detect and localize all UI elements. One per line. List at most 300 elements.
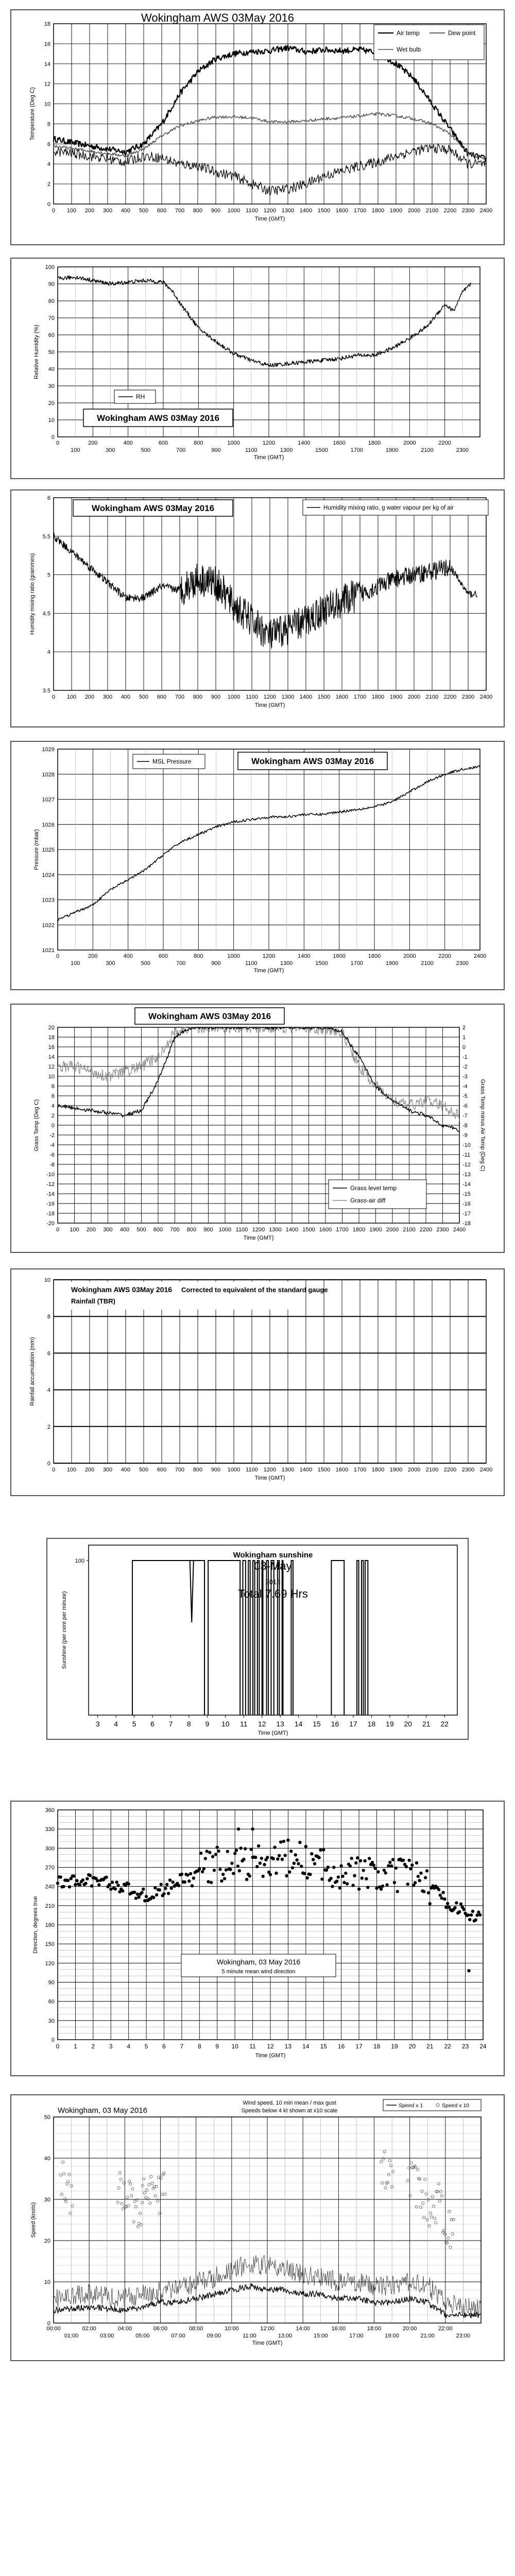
direction-point [289,1850,293,1853]
chart-title: Wokingham, 03 May 2016 [216,1958,301,1966]
y-tick-label: 5 [47,572,50,579]
y-tick-label: 210 [45,1903,55,1909]
y-tick-label: 150 [45,1941,55,1948]
legend-label: MSL Pressure [152,758,192,765]
chart-title: Wokingham AWS 03May 2016 [148,1011,271,1022]
x-tick-label: 300 [102,1467,113,1473]
direction-point [74,1883,77,1886]
x-tick-label: 700 [170,1227,180,1233]
y-right-tick-label: -17 [462,1211,471,1217]
direction-point [329,1877,332,1880]
direction-point [152,1896,155,1899]
direction-point [143,1899,146,1902]
direction-point [279,1840,282,1843]
direction-point [187,1879,191,1883]
legend-label: RH [136,393,145,400]
x-tick-label: 4 [114,1720,118,1728]
mixing-ratio-chart-panel [10,489,505,727]
direction-point [349,1865,352,1868]
x-tick-label: 200 [86,1227,96,1233]
direction-point [455,1901,458,1904]
temperature-chart [11,10,504,244]
rainfall-chart [11,1269,504,1495]
direction-point [213,1869,216,1872]
direction-point [237,1827,240,1831]
direction-point [325,1869,328,1872]
direction-point [297,1862,300,1865]
y-tick-label: 8 [47,121,50,128]
y-right-tick-label: -10 [462,1142,471,1148]
legend-label: Speed x 1 [399,2103,423,2109]
y-tick-label: 14 [44,61,50,67]
direction-point [441,1891,444,1894]
x-tick-label: 23:00 [456,2333,471,2339]
direction-point [285,1874,288,1877]
x-tick-label: 3 [95,1720,100,1728]
y-tick-label: 1026 [42,822,55,828]
grass-temp-chart-panel [10,1004,505,1253]
x-tick-label: 1200 [262,440,276,446]
direction-point [245,1878,248,1881]
x-tick-label: 6 [150,1720,154,1728]
direction-point [286,1839,289,1842]
direction-point [164,1887,167,1890]
y-tick-label: -4 [49,1142,55,1148]
direction-point [180,1873,183,1876]
x-tick-label: 1 [74,2043,77,2050]
x-tick-label: 2000 [386,1227,399,1233]
y-right-tick-label: -18 [462,1221,471,1227]
x-tick-label: 06:00 [153,2326,168,2332]
x-tick-label: 700 [176,447,186,453]
rainfall-chart-panel [10,1268,505,1496]
direction-point [207,1880,210,1883]
x-tick-label: 2100 [425,1467,439,1473]
y-tick-label: 0 [51,1123,55,1129]
legend-label: Dew point [448,29,476,37]
x-tick-label: 1700 [336,1227,349,1233]
direction-point [136,1892,139,1895]
x-tick-label: 15 [320,2043,327,2050]
direction-point [274,1872,278,1875]
direction-point [443,1897,446,1901]
x-tick-label: 19:00 [385,2333,399,2339]
x-tick-label: 200 [88,440,98,446]
x-tick-label: 18:00 [367,2326,382,2332]
x-tick-label: 900 [211,694,221,700]
direction-point [332,1866,335,1869]
direction-point [167,1892,170,1895]
x-tick-label: 2200 [419,1227,433,1233]
x-tick-label: 2000 [403,440,416,446]
x-tick-label: 12 [267,2043,274,2050]
x-tick-label: 600 [157,208,167,214]
x-tick-label: 1400 [299,208,313,214]
x-tick-label: 1500 [317,694,331,700]
x-tick-label: 1900 [369,1227,382,1233]
x-tick-label: 2300 [461,1467,475,1473]
x-tick-label: 2300 [461,694,475,700]
x-tick-label: 100 [66,208,77,214]
x-tick-label: 1100 [246,694,258,700]
y-tick-label: 6 [47,495,50,501]
x-tick-label: 1600 [333,440,346,446]
x-tick-label: 700 [175,1467,185,1473]
y-tick-label: 300 [45,1845,55,1852]
direction-point [303,1872,306,1875]
legend [133,754,205,769]
y-tick-label: 1021 [42,947,55,954]
x-tick-label: 17 [349,1720,357,1728]
x-axis-label: Time (GMT) [254,702,285,708]
y-tick-label: 12 [48,1064,55,1070]
x-tick-label: 10 [221,1720,230,1728]
x-tick-label: 10:00 [225,2326,239,2332]
direction-point [446,1902,449,1905]
y-right-tick-label: -16 [462,1201,471,1207]
y-tick-label: 6 [47,141,50,148]
x-tick-label: 2000 [407,208,421,214]
x-tick-label: 16 [331,1720,339,1728]
direction-point [407,1859,410,1862]
direction-point [192,1876,195,1879]
x-tick-label: 1300 [281,208,295,214]
y-axis-label: Rainfall accumulation (mm) [29,1337,36,1406]
x-tick-label: 1700 [353,694,367,700]
x-tick-label: 23 [461,2043,469,2050]
x-tick-label: 400 [123,953,133,959]
chart-total: Total 7.69 Hrs [238,1587,308,1600]
y-tick-label: 50 [44,2114,50,2121]
direction-point [427,1891,430,1894]
x-tick-label: 700 [176,960,186,967]
sunshine-period [282,1561,283,1715]
y-tick-label: 16 [48,1044,55,1050]
direction-point [295,1858,298,1861]
x-tick-label: 600 [157,1467,167,1473]
direction-point [62,1885,65,1888]
direction-point [90,1885,93,1888]
direction-point [257,1844,260,1848]
sunshine-chart [47,1539,468,1739]
direction-point [262,1875,265,1878]
direction-point [375,1887,378,1890]
direction-point [272,1857,275,1860]
direction-point [160,1883,163,1886]
y-tick-label: 14 [48,1054,55,1060]
chart-title: Wokingham AWS 03May 2016 [71,1285,173,1294]
x-tick-label: 1000 [227,208,241,214]
x-tick-label: 1600 [319,1227,332,1233]
x-tick-label: 900 [211,960,221,967]
x-tick-label: 800 [193,208,203,214]
direction-point [478,1913,482,1917]
y-tick-label: 20 [44,2238,50,2244]
x-tick-label: 600 [158,440,168,446]
direction-point [263,1863,266,1866]
y-tick-label: 90 [48,281,55,287]
direction-point [385,1883,388,1886]
y-tick-label: 10 [44,1277,50,1283]
x-tick-label: 04:00 [117,2326,132,2332]
y-tick-label: -12 [46,1181,55,1188]
direction-point [300,1865,303,1868]
direction-point [269,1873,272,1876]
direction-point [284,1854,287,1857]
direction-point [248,1874,251,1877]
x-tick-label: 2400 [479,694,493,700]
y-right-tick-label: -7 [462,1113,468,1119]
x-axis-label: Time (GMT) [255,2053,286,2059]
direction-point [244,1847,247,1850]
wind-direction-chart [11,1802,504,2075]
x-tick-label: 1800 [368,440,381,446]
x-tick-label: 1600 [335,1467,349,1473]
direction-point [373,1867,376,1870]
direction-point [138,1895,141,1899]
y-right-tick-label: -3 [462,1074,468,1080]
y-right-tick-label: 0 [462,1044,466,1050]
x-tick-label: 1800 [352,1227,366,1233]
x-tick-label: 1200 [252,1227,265,1233]
x-tick-label: 2300 [461,208,475,214]
legend-label: Grass level temp [350,1184,397,1192]
direction-point [406,1883,409,1886]
direction-point [242,1858,245,1861]
x-tick-label: 13:00 [278,2333,293,2339]
x-tick-label: 22:00 [438,2326,453,2332]
temperature-chart-panel [10,9,505,245]
x-tick-label: 14 [294,1720,303,1728]
x-tick-label: 1000 [227,1467,241,1473]
y-tick-label: 60 [48,332,55,338]
y-tick-label: -20 [46,1221,55,1227]
x-tick-label: 2100 [425,694,439,700]
x-tick-label: 5 [144,2043,148,2050]
x-tick-label: 1400 [299,694,313,700]
direction-point [109,1888,112,1891]
x-tick-label: 2400 [453,1227,466,1233]
y-tick-label: 30 [44,2197,50,2203]
x-tick-label: 500 [141,447,151,453]
x-tick-label: 300 [106,447,115,453]
y-right-tick-label: -15 [462,1191,471,1197]
x-tick-label: 1100 [246,1467,258,1473]
direction-point [418,1879,421,1882]
pressure-chart-panel [10,741,505,990]
direction-point [365,1877,368,1880]
x-tick-label: 1600 [335,694,349,700]
x-tick-label: 0 [56,440,60,446]
x-tick-label: 1100 [245,960,258,967]
y-tick-label: 20 [48,1025,55,1031]
x-tick-label: 20 [408,2043,416,2050]
x-tick-label: 100 [66,1467,77,1473]
y-tick-label: 0 [47,201,50,208]
x-tick-label: 7 [180,2043,184,2050]
chart-label: Rainfall (TBR) [71,1297,115,1305]
chart-title: Wokingham AWS 03May 2016 [96,413,220,423]
direction-point [409,1867,412,1870]
x-tick-label: 100 [70,447,80,453]
x-tick-label: 22 [440,1720,449,1728]
legend-label: Air temp [397,29,420,37]
x-tick-label: 300 [102,208,113,214]
x-tick-label: 07:00 [171,2333,185,2339]
direction-point [471,1910,474,1913]
direction-point [232,1872,235,1875]
direction-point [250,1848,253,1851]
y-tick-label: 1025 [42,847,55,853]
x-tick-label: 400 [121,208,131,214]
direction-point [59,1875,62,1878]
x-tick-label: 1900 [389,208,403,214]
x-tick-label: 2200 [438,440,451,446]
direction-point [75,1879,78,1882]
y-tick-label: 8 [51,1083,55,1090]
y-tick-label: 100 [75,1558,84,1564]
y-tick-label: 5.5 [42,533,50,540]
direction-point [474,1919,477,1922]
direction-point [419,1872,422,1875]
direction-point [470,1913,473,1917]
direction-point [384,1871,387,1874]
y-tick-label: 120 [45,1960,55,1967]
y-tick-label: 18 [48,1035,55,1041]
y-tick-label: 4.5 [42,611,50,617]
direction-point [381,1885,384,1888]
x-tick-label: 1800 [371,694,385,700]
direction-point [366,1886,369,1889]
x-tick-label: 200 [84,694,95,700]
x-tick-label: 9 [205,1720,210,1728]
direction-point [462,1908,466,1911]
direction-point [208,1851,211,1854]
direction-point [444,1906,448,1909]
x-tick-label: 800 [193,1467,203,1473]
y-tick-label: 30 [48,383,55,389]
y-tick-label: 360 [45,1807,55,1814]
x-tick-label: 500 [136,1227,146,1233]
x-tick-label: 1500 [315,960,328,967]
direction-point [204,1857,207,1860]
x-tick-label: 0 [52,1467,56,1473]
x-tick-label: 1900 [385,447,399,453]
x-tick-label: 800 [194,953,203,959]
direction-point [89,1874,92,1877]
y-tick-label: 8 [47,1314,50,1320]
direction-point [278,1854,281,1857]
x-tick-label: 19 [386,1720,394,1728]
direction-point [467,1969,470,1972]
x-tick-label: 15:00 [313,2333,328,2339]
direction-point [310,1852,313,1855]
direction-point [425,1869,428,1872]
x-tick-label: 300 [106,960,115,967]
direction-point [233,1852,236,1855]
x-tick-label: 1000 [227,953,240,959]
direction-point [177,1884,180,1887]
y-tick-label: 1028 [42,771,55,778]
direction-point [475,1913,478,1917]
x-tick-label: 900 [203,1227,213,1233]
direction-point [140,1891,143,1894]
y-tick-label: 10 [48,417,55,423]
chart-title: Wokingham, 03 May 2016 [58,2106,147,2115]
direction-point [162,1892,165,1895]
y-tick-label: 1027 [42,796,55,803]
direction-point [105,1875,108,1878]
y-right-tick-label: -13 [462,1172,471,1178]
x-tick-label: 1000 [227,440,240,446]
x-tick-label: 2300 [436,1227,449,1233]
y-right-tick-label: -5 [462,1093,468,1099]
direction-point [387,1864,390,1867]
direction-point [340,1864,343,1867]
x-tick-label: 700 [175,694,185,700]
x-tick-label: 01:00 [64,2333,79,2339]
direction-point [127,1883,130,1886]
y-axis-label: Sunshine (per cent per minute) [61,1591,67,1669]
x-tick-label: 800 [186,1227,197,1233]
y-tick-label: 180 [45,1922,55,1928]
x-tick-label: 08:00 [188,2326,203,2332]
legend [383,2099,481,2111]
direction-point [226,1850,229,1853]
y-axis-label: Direction, degrees true [32,1896,39,1954]
direction-point [402,1859,405,1862]
x-tick-label: 0 [56,1227,60,1233]
direction-point [291,1866,294,1869]
chart-date: 03-May [254,1560,292,1572]
chart-year: 2016 [265,1578,281,1586]
pressure-chart [11,742,504,989]
x-tick-label: 1900 [389,694,403,700]
direction-point [359,1859,362,1862]
x-tick-label: 16:00 [331,2326,346,2332]
x-tick-label: 1600 [333,953,346,959]
x-axis-label: Time (GMT) [253,454,284,461]
y-tick-label: -10 [46,1172,55,1178]
y-right-tick-label: -4 [462,1083,468,1090]
x-tick-label: 14 [302,2043,310,2050]
grass-temp-chart [11,1005,504,1252]
direction-point [114,1887,117,1890]
direction-point [357,1888,360,1891]
x-tick-label: 600 [158,953,168,959]
direction-point [230,1861,233,1865]
direction-point [304,1845,307,1848]
x-tick-label: 1500 [317,1467,331,1473]
y-tick-label: 30 [48,2018,55,2024]
x-tick-label: 1200 [263,694,277,700]
x-tick-label: 0 [52,694,56,700]
x-tick-label: 1300 [269,1227,282,1233]
y-tick-label: 1029 [42,747,55,753]
direction-point [115,1880,118,1884]
x-tick-label: 6 [162,2043,166,2050]
x-tick-label: 2100 [421,447,434,453]
x-tick-label: 600 [157,694,167,700]
x-tick-label: 22 [444,2043,451,2050]
direction-point [168,1878,171,1882]
direction-point [121,1889,124,1892]
x-tick-label: 00:00 [46,2326,61,2332]
x-tick-label: 13 [284,2043,292,2050]
x-tick-label: 8 [187,1720,191,1728]
x-tick-label: 1400 [298,953,311,959]
x-tick-label: 800 [193,694,203,700]
